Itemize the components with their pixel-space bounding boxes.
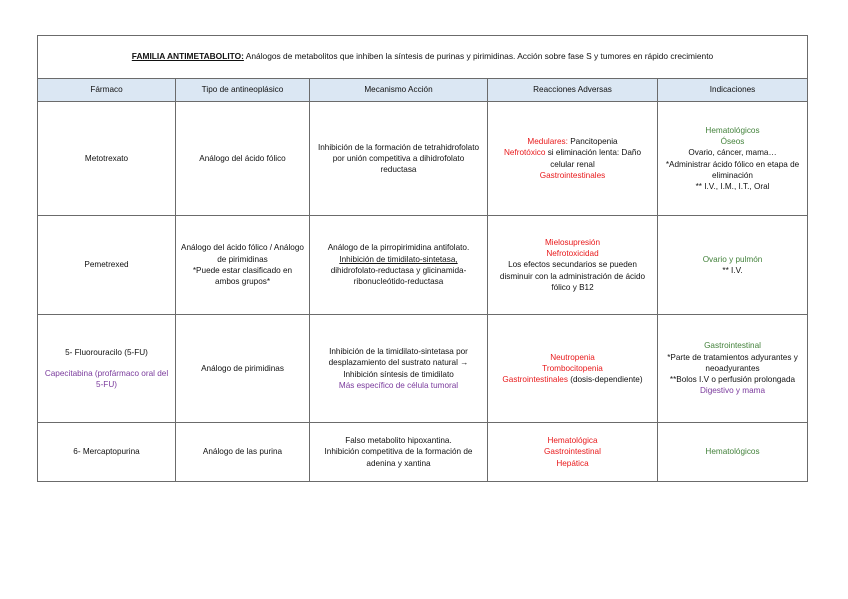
title-text: Análogos de metabolitos que inhiben la síntesis de purinas y pirimidinas. Acción sobre fase S y tumores en rápido crecimiento — [245, 51, 714, 62]
adverse-text: Nefrotoxicidad — [546, 249, 599, 259]
indication-text: Digestivo y mama — [699, 386, 766, 396]
table-row — [38, 216, 808, 315]
antimetabolite-table — [37, 35, 808, 482]
type-text: Análogo de pirimidinas — [201, 363, 284, 373]
adverse-text: Gastrointestinales — [539, 170, 606, 180]
type-cell — [176, 102, 310, 216]
indication-text: *Parte de tratamientos adyurantes y neoadyurantes — [667, 352, 798, 373]
mechanism-text: Análogo de la pirropirimidina antifolato. — [327, 243, 470, 253]
indication-text: Hematológicos — [705, 125, 760, 135]
indications-cell — [658, 216, 808, 315]
indication-text: ** I.V., I.M., I.T., Oral — [695, 182, 770, 192]
mechanism-text: Inhibición de la timidilato-sintetasa por desplazamiento del sustrato natural → — [328, 346, 469, 368]
mechanism-cell — [310, 102, 488, 216]
header-reacciones: Reacciones Adversas — [488, 79, 658, 102]
indications-cell — [658, 315, 808, 423]
header-farmaco: Fármaco — [38, 79, 176, 102]
indication-text: *Administrar ácido fólico en etapa de eliminación — [665, 159, 800, 180]
adverse-cell — [488, 102, 658, 216]
mechanism-cell — [310, 423, 488, 482]
adverse-text: si eliminación lenta: Daño celular renal — [547, 148, 641, 169]
type-text: Análogo de las purina — [202, 447, 283, 457]
adverse-text: Hematológica — [547, 436, 598, 446]
adverse-cell — [488, 423, 658, 482]
indications-cell — [658, 102, 808, 216]
table-title — [38, 36, 808, 79]
adverse-text: Los efectos secundarios se pueden disminuir con la administración de ácido fólico y B12 — [499, 260, 646, 292]
drug-subname: Capecitabina (profármaco oral del 5-FU) — [44, 368, 169, 390]
adverse-text: Hepática — [556, 458, 589, 468]
table-row — [38, 315, 808, 423]
header-indicaciones: Indicaciones — [658, 79, 808, 102]
mechanism-cell — [310, 216, 488, 315]
mechanism-cell — [310, 315, 488, 423]
drug-name: Metotrexato — [84, 153, 129, 163]
mechanism-text: dihidrofolato-reductasa y glicinamida-ribonucleótido-reductasa — [330, 266, 467, 287]
adverse-cell — [488, 216, 658, 315]
mechanism-text: Inhibición competitiva de la formación de adenina y xantina — [324, 447, 473, 468]
adverse-text: Trombocitopenia — [542, 363, 603, 373]
table-row — [38, 102, 808, 216]
mechanism-text: Más específico de célula tumoral — [338, 380, 459, 390]
type-cell — [176, 423, 310, 482]
adverse-text: Mielosupresión — [544, 237, 601, 247]
adverse-text: Gastrointestinal — [544, 447, 601, 457]
type-text: Análogo del ácido fólico — [199, 153, 286, 163]
mechanism-text: Falso metabolito hipoxantina. — [345, 436, 452, 446]
type-cell — [176, 315, 310, 423]
title-label: FAMILIA ANTIMETABOLITO: — [131, 51, 244, 62]
drug-cell — [38, 216, 176, 315]
drug-name: 5- Fluorouracilo (5-FU) — [65, 347, 148, 357]
type-note: *Puede estar clasificado en ambos grupos* — [192, 266, 293, 287]
adverse-text: Gastrointestinales — [502, 375, 568, 385]
type-text: Análogo del ácido fólico / Análogo de pirimidinas — [181, 243, 304, 264]
mechanism-text: Inhibición síntesis de timidilato — [343, 369, 454, 379]
type-cell — [176, 216, 310, 315]
indications-cell — [658, 423, 808, 482]
indication-text: ** I.V. — [722, 266, 743, 275]
drug-cell — [38, 423, 176, 482]
mechanism-text: Inhibición de timidilato-sintetasa, — [339, 254, 458, 264]
indication-text: Hematológicos — [705, 447, 760, 457]
drug-cell — [38, 102, 176, 216]
drug-name: Pemetrexed — [84, 260, 129, 270]
adverse-cell — [488, 315, 658, 423]
indication-text: Ovario, cáncer, mama… — [688, 148, 777, 158]
mechanism-text: Inhibición de la formación de tetrahidrofolato por unión competitiva a dihidrofolato reductasa — [317, 142, 480, 175]
indication-text: **Bolos I.V o perfusión prolongada — [669, 375, 796, 385]
drug-cell — [38, 315, 176, 423]
adverse-text: (dosis-dependiente) — [570, 375, 643, 385]
header-tipo: Tipo de antineoplásico — [176, 79, 310, 102]
adverse-label: Nefrotóxico — [504, 148, 546, 158]
drug-name: 6- Mercaptopurina — [73, 447, 140, 457]
adverse-text: Neutropenia — [550, 352, 595, 362]
header-mecanismo: Mecanismo Acción — [310, 79, 488, 102]
indication-text: Gastrointestinal — [704, 341, 761, 351]
indication-text: Óseos — [720, 136, 745, 146]
adverse-text: Pancitopenia — [570, 136, 618, 146]
table-row — [38, 423, 808, 482]
adverse-label: Medulares: — [527, 136, 568, 146]
indication-text: Ovario y pulmón — [702, 254, 763, 264]
